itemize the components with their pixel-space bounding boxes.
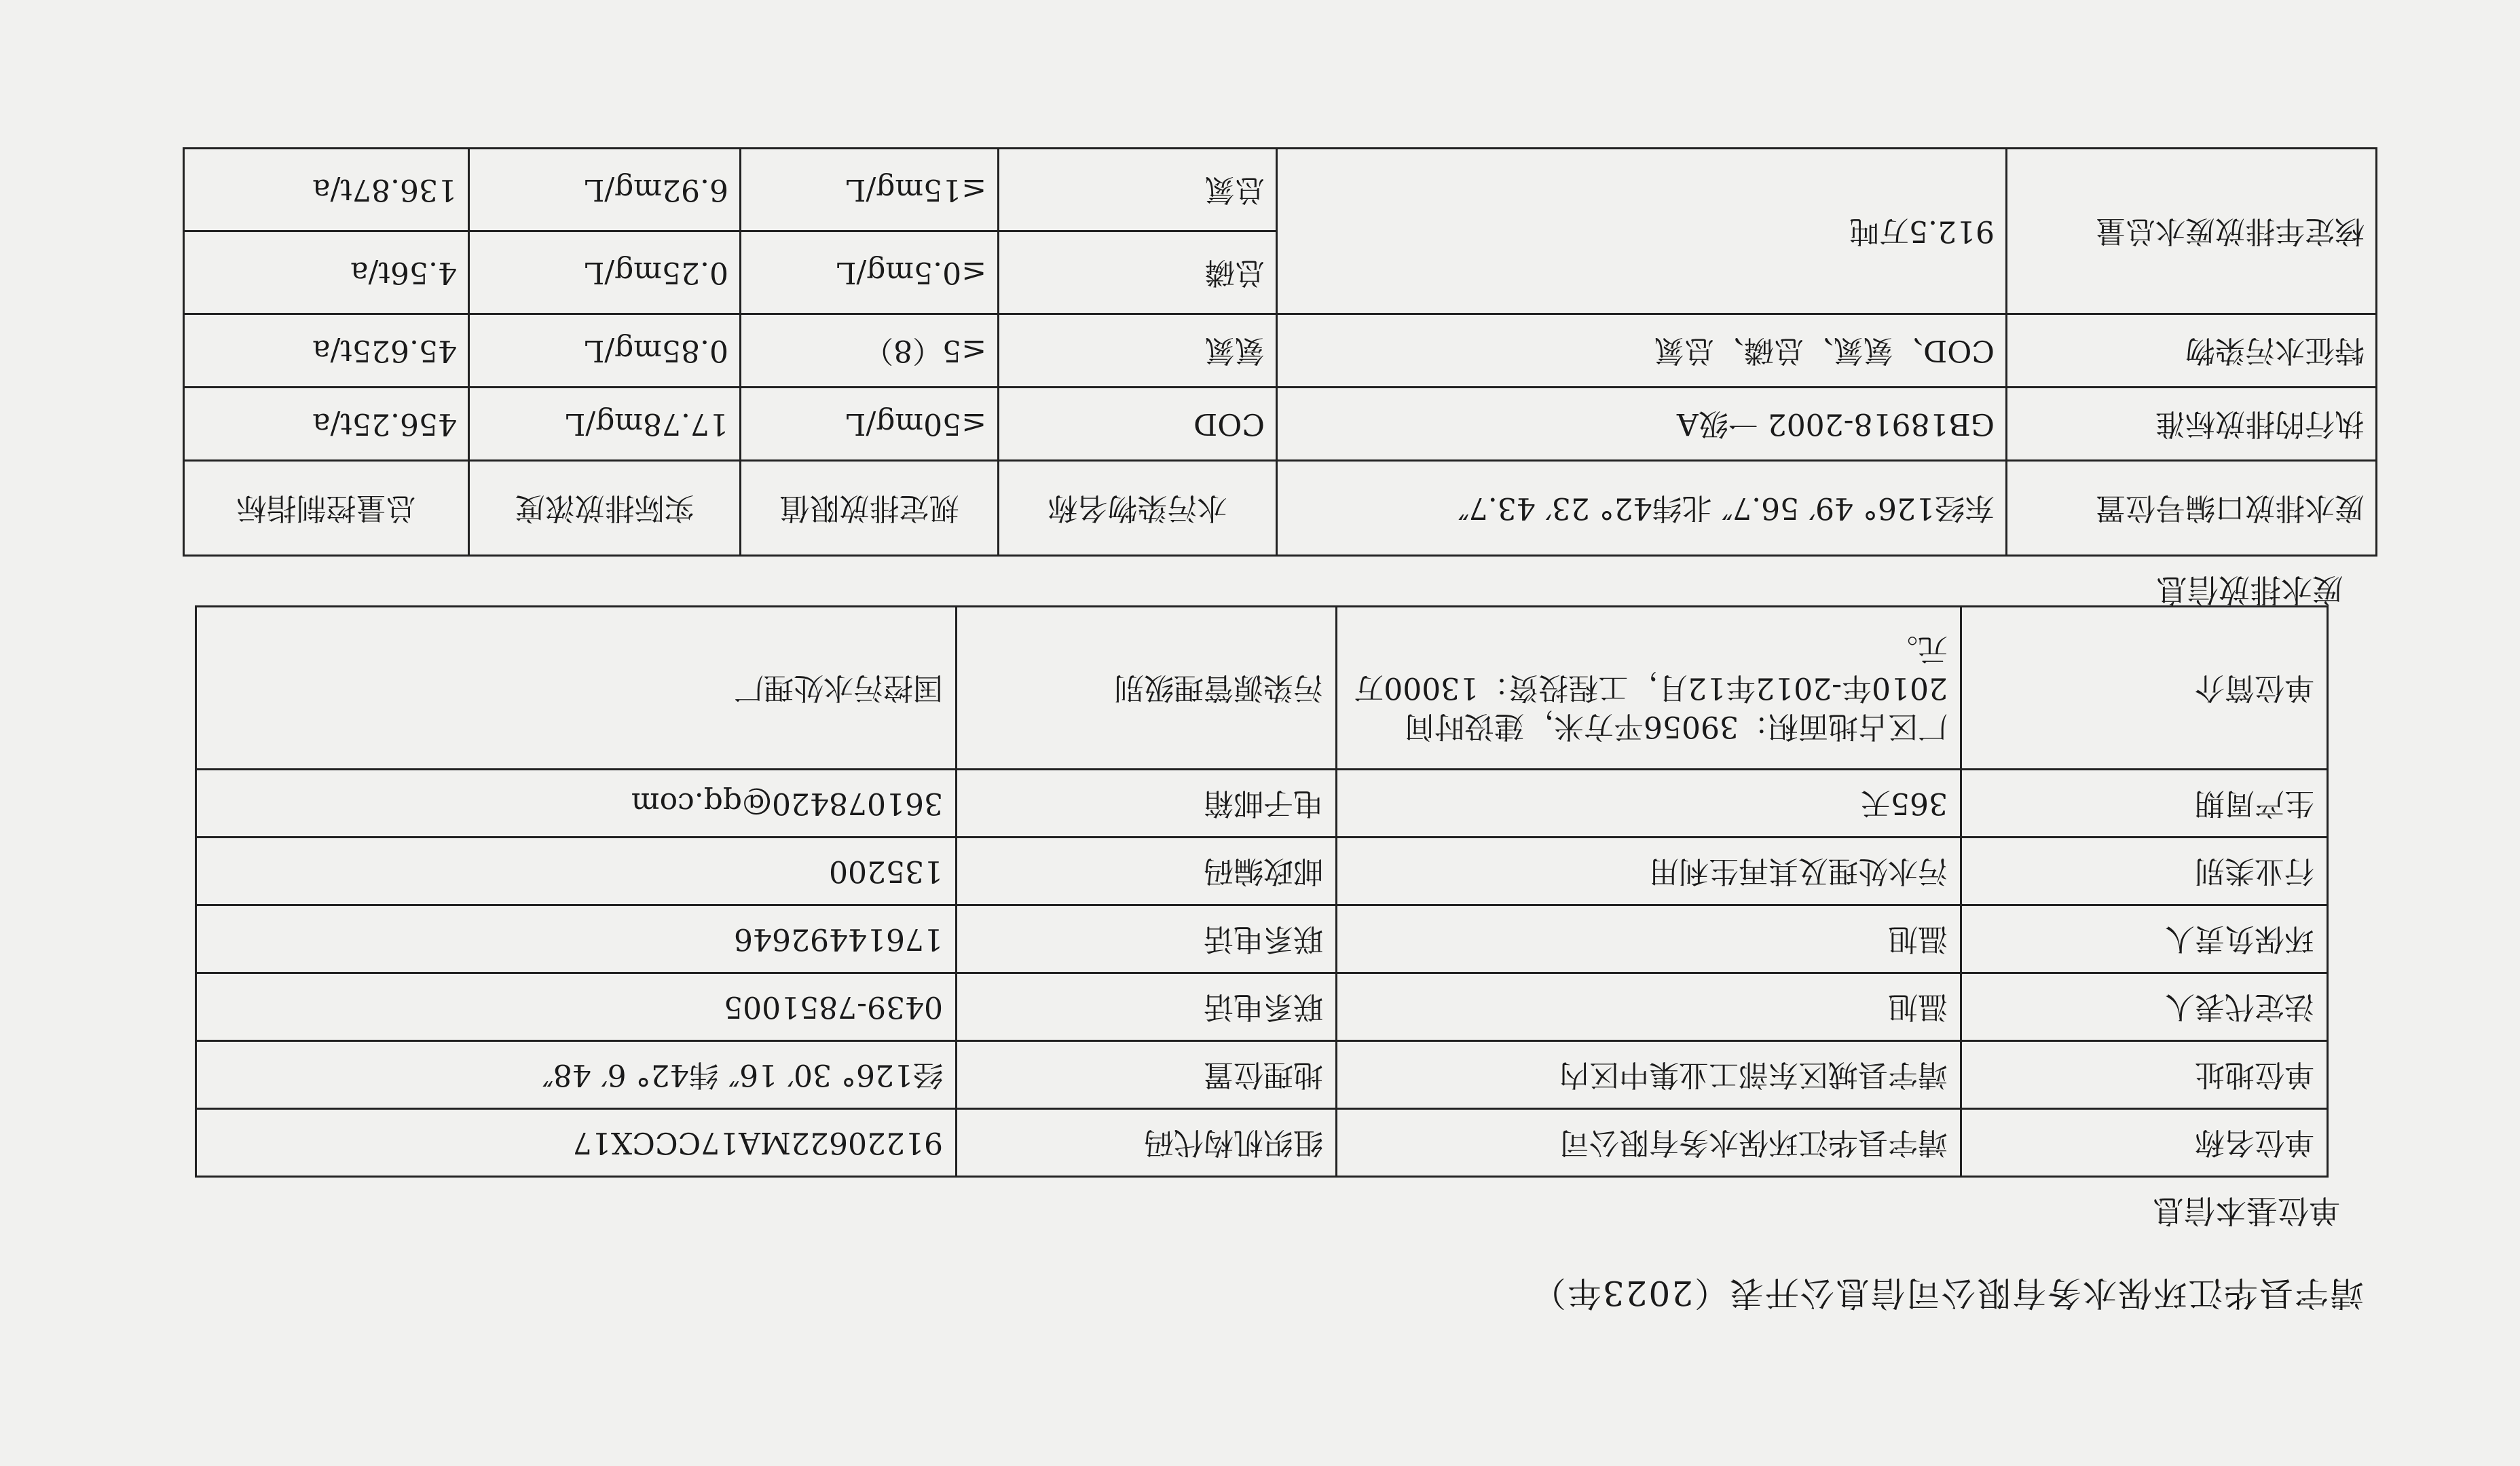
col-actual-header: 实际排放浓度: [469, 461, 741, 556]
label-cell: 组织机构代码: [957, 1109, 1337, 1177]
pollutant-total: 456.25t/a: [184, 388, 469, 461]
label-cell: 单位名称: [1961, 1109, 2328, 1177]
table-row: [184, 461, 2377, 556]
document-title: 靖宇县华江环保水务有限公司信息公开表（2023年）: [1530, 1273, 2364, 1313]
value-cell: 365天: [1337, 770, 1961, 838]
pollutant-name: 总氮: [999, 149, 1277, 231]
standard-value: GB18918-2002 一级A: [1277, 388, 2007, 461]
table-row: [196, 607, 2328, 770]
value-cell: 17614492646: [196, 905, 957, 973]
wastewater-heading: 废水排放信息: [2156, 571, 2343, 608]
value-cell: 温旭: [1337, 973, 1961, 1041]
pollutant-name: COD: [999, 388, 1277, 461]
col-total-header: 总量控制指标: [184, 461, 469, 556]
outlet-value: 东经126° 49′ 56.7″ 北纬42° 23′ 43.7″: [1277, 461, 2007, 556]
value-cell: 361078420@qq.com: [196, 770, 957, 838]
label-cell: 联系电话: [957, 973, 1337, 1041]
label-cell: 污染源管理级别: [957, 607, 1337, 770]
table-row: [196, 770, 2328, 838]
value-cell: 靖宇县华江环保水务有限公司: [1337, 1109, 1961, 1177]
feature-value: COD、氨氮、总磷、总氮: [1277, 314, 2007, 388]
value-cell: 91220622MA17CCCX17: [196, 1109, 957, 1177]
table-row: [196, 973, 2328, 1041]
label-cell: 邮政编码: [957, 838, 1337, 905]
annual-value: 912.5万吨: [1277, 149, 2007, 314]
label-cell: 单位地址: [1961, 1041, 2328, 1109]
pollutant-name: 氨氮: [999, 314, 1277, 388]
basic-info-heading: 单位基本信息: [2153, 1192, 2340, 1229]
pollutant-total: 136.87t/a: [184, 149, 469, 231]
pollutant-total: 45.625t/a: [184, 314, 469, 388]
basic-info-table: [195, 605, 2329, 1178]
table-row: [196, 1041, 2328, 1109]
value-cell: 0439-7851005: [196, 973, 957, 1041]
pollutant-actual: 6.92mg/L: [469, 149, 741, 231]
label-cell: 地理位置: [957, 1041, 1337, 1109]
label-cell: 单位简介: [1961, 607, 2328, 770]
value-cell: 污水处理及其再生利用: [1337, 838, 1961, 905]
pollutant-limit: ≤0.5mg/L: [741, 231, 999, 314]
pollutant-actual: 17.78mg/L: [469, 388, 741, 461]
value-cell: 厂区占地面积：39056平方米，建设时间2010年-2012年12月，工程投资：13000万元。: [1337, 607, 1961, 770]
outlet-label: 废水排放口编号位置: [2007, 461, 2377, 556]
standard-label: 执行的排放标准: [2007, 388, 2377, 461]
value-cell: 经126° 30′ 16″ 纬42° 6′ 48″: [196, 1041, 957, 1109]
pollutant-limit: ≤5（8）: [741, 314, 999, 388]
pollutant-actual: 0.85mg/L: [469, 314, 741, 388]
col-pollutant-header: 水污染物名称: [999, 461, 1277, 556]
label-cell: 环保负责人: [1961, 905, 2328, 973]
feature-label: 特征水污染物: [2007, 314, 2377, 388]
table-row: [196, 1109, 2328, 1177]
table-row: [196, 905, 2328, 973]
value-cell: 135200: [196, 838, 957, 905]
value-cell: 国控污水处理厂: [196, 607, 957, 770]
col-limit-header: 规定排放限值: [741, 461, 999, 556]
label-cell: 联系电话: [957, 905, 1337, 973]
pollutant-actual: 0.25mg/L: [469, 231, 741, 314]
label-cell: 法定代表人: [1961, 973, 2328, 1041]
value-cell: 温旭: [1337, 905, 1961, 973]
annual-label: 核定年排放废水总量: [2007, 149, 2377, 314]
pollutant-limit: ≤15mg/L: [741, 149, 999, 231]
table-row: [196, 838, 2328, 905]
label-cell: 电子邮箱: [957, 770, 1337, 838]
table-row: [184, 314, 2377, 388]
pollutant-name: 总磷: [999, 231, 1277, 314]
pollutant-total: 4.56t/a: [184, 231, 469, 314]
label-cell: 行业类别: [1961, 838, 2328, 905]
value-cell: 靖宇县城区东部工业集中区内: [1337, 1041, 1961, 1109]
table-row: [184, 231, 2377, 314]
label-cell: 生产周期: [1961, 770, 2328, 838]
wastewater-table: [183, 147, 2377, 557]
pollutant-limit: ≤50mg/L: [741, 388, 999, 461]
table-row: [184, 388, 2377, 461]
